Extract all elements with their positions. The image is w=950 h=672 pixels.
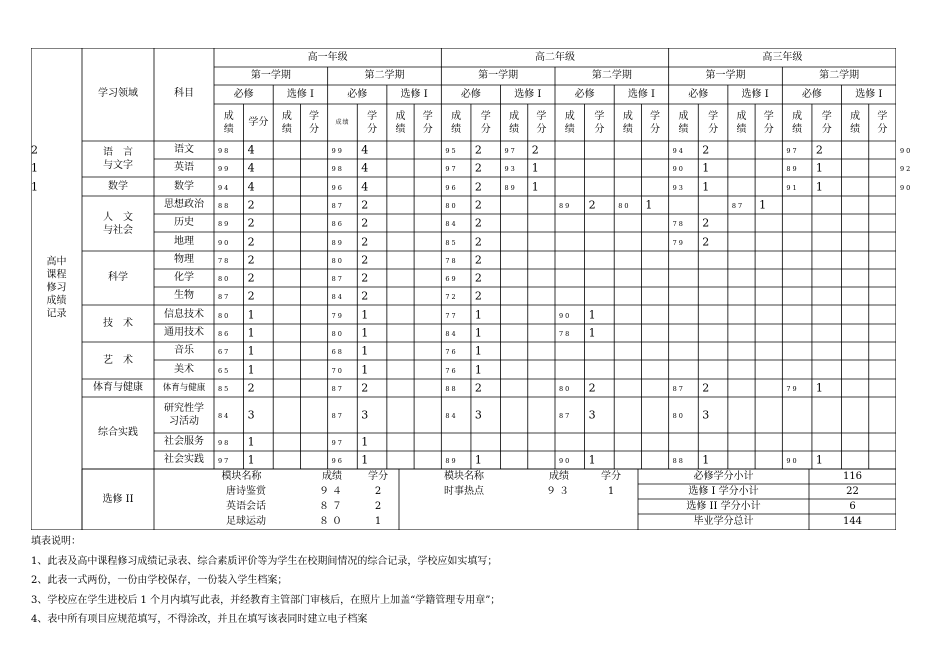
credit-cell-1-9: 2: [474, 161, 482, 175]
score-cell-8-0: 87: [218, 293, 231, 301]
area-header: 学习领域: [98, 88, 138, 99]
subject-16: 社会服务: [164, 436, 204, 447]
credit-cell-11-5: 1: [361, 344, 369, 358]
area-1: 语 言 与文字: [103, 147, 133, 171]
score-cell-16-0: 97: [218, 457, 231, 465]
credit-cell-3-19: 1: [759, 198, 767, 212]
score-cell-2-24: 90: [900, 183, 913, 192]
area-2: 数学: [108, 180, 128, 192]
e2-left-credit-2: 2: [374, 500, 382, 512]
score-label-12: 成 绩: [564, 110, 575, 135]
score-cell-10-12: 78: [559, 330, 572, 338]
credit-cell-11-1: 1: [247, 344, 255, 358]
credit-cell-5-17: 2: [702, 235, 710, 248]
credit-cell-16-5: 1: [361, 453, 369, 467]
credit-cell-4-5: 2: [361, 216, 369, 230]
score-cell-4-8: 84: [445, 220, 458, 228]
credit-cell-13-17: 2: [702, 381, 710, 395]
credit-cell-14-17: 3: [702, 408, 710, 422]
e2-left-credit-3: 1: [374, 516, 382, 527]
credit-label-13: 学 分: [594, 110, 605, 135]
credit-cell-8-9: 2: [474, 289, 482, 303]
e2-right-score-header: 成绩: [549, 470, 569, 482]
score-label-20: 成 绩: [792, 110, 803, 135]
score-cell-3-18: 87: [731, 202, 745, 210]
credit-cell-2-5: 4: [361, 180, 369, 193]
score-cell-0-8: 95: [445, 147, 458, 155]
credit-cell-15-1: 1: [247, 435, 255, 449]
score-label-6: 成 绩: [395, 110, 406, 135]
credit-cell-13-21: 1: [815, 381, 823, 395]
score-cell-6-4: 80: [331, 257, 344, 265]
score-cell-4-4: 86: [331, 220, 344, 228]
credit-label-19: 学 分: [763, 110, 774, 135]
credit-cell-11-9: 1: [474, 344, 482, 358]
score-cell-1-8: 97: [445, 165, 458, 173]
score-cell-9-12: 90: [559, 311, 572, 320]
credit-label-11: 学 分: [536, 110, 547, 135]
credit-cell-1-5: 4: [361, 161, 369, 175]
score-cell-2-16: 93: [672, 183, 685, 192]
subject-15: 研究性学 习活动: [164, 403, 204, 427]
credit-cell-5-9: 2: [474, 235, 482, 248]
score-cell-0-16: 94: [672, 147, 685, 155]
score-cell-10-4: 80: [331, 330, 344, 338]
left-title: 高中 课程 修习 成绩 记录: [46, 256, 67, 320]
credit-cell-1-21: 1: [815, 161, 823, 175]
score-cell-13-20: 79: [786, 385, 799, 393]
credit-label-1: 学分: [248, 116, 269, 128]
score-cell-14-8: 84: [445, 412, 458, 420]
score-cell-12-8: 76: [445, 366, 458, 375]
score-cell-1-4: 98: [331, 165, 344, 173]
score-cell-11-4: 68: [331, 348, 344, 356]
credit-cell-6-9: 2: [474, 253, 482, 267]
required-header-1-2: 必修: [347, 88, 368, 100]
credit-cell-12-9: 1: [474, 363, 482, 376]
score-cell-2-20: 91: [786, 183, 799, 192]
credit-cell-14-5: 3: [361, 408, 369, 422]
score-cell-13-8: 88: [445, 385, 458, 393]
note-line-3: 3、学校应在学生进校后 1 个月内填写此表，并经教育主管部门审核后，在照片上加盖“学籍管理专用章”；: [31, 594, 501, 606]
score-cell-15-4: 97: [331, 439, 344, 447]
score-cell-0-10: 97: [504, 147, 517, 155]
e2-left-credit-1: 2: [374, 485, 382, 497]
grade-header-1: 高一年级: [307, 51, 348, 63]
term-header-1-2: 第二学期: [364, 70, 405, 81]
term-header-1-1: 第一学期: [250, 70, 291, 81]
summary-label-3: 选修 II 学分小计: [686, 500, 761, 512]
subject-10: 信息技术: [164, 308, 204, 320]
e2-left-score-2: ８７: [319, 500, 345, 512]
credit-cell-1-1: 4: [247, 161, 255, 175]
score-cell-6-0: 78: [218, 257, 231, 265]
required-header-2-1: 必修: [460, 88, 481, 100]
score-cell-3-8: 80: [445, 202, 458, 210]
area-6: 艺 术: [103, 354, 133, 366]
score-cell-11-0: 67: [218, 348, 231, 356]
credit-cell-13-13: 2: [588, 381, 596, 395]
subject-8: 化学: [174, 272, 194, 283]
score-label-0: 成 绩: [223, 110, 234, 135]
score-cell-14-12: 87: [559, 412, 572, 420]
score-cell-0-24: 90: [900, 147, 913, 155]
elective2-label: 选修 II: [102, 493, 134, 505]
credit-cell-1-25: 1: [31, 161, 38, 175]
score-cell-2-0: 94: [218, 183, 231, 192]
credit-cell-9-1: 1: [247, 308, 255, 321]
credit-cell-3-15: 1: [645, 198, 653, 212]
transcript-table: [31, 48, 913, 530]
credit-cell-2-21: 1: [815, 180, 823, 193]
subject-1: 语文: [174, 144, 194, 155]
credit-cell-3-13: 2: [588, 198, 596, 212]
e2-left-score-header: 成绩: [322, 470, 342, 482]
summary-value-1: 116: [842, 470, 863, 482]
credit-cell-8-1: 2: [247, 289, 255, 303]
credit-cell-13-5: 2: [361, 381, 369, 395]
credit-cell-16-9: 1: [474, 453, 482, 467]
summary-label-1: 必修学分小计: [693, 470, 754, 482]
required-header-3-2: 必修: [801, 88, 822, 100]
credit-cell-16-17: 1: [702, 453, 710, 467]
score-label-22: 成 绩: [850, 110, 861, 135]
credit-label-21: 学 分: [821, 110, 832, 135]
score-label-4: 成绩: [335, 118, 350, 126]
elective1-header-1-2: 选修 I: [400, 88, 428, 100]
credit-cell-9-9: 1: [474, 308, 482, 321]
subject-4: 思想政治: [164, 199, 204, 210]
summary-value-4: 144: [842, 516, 863, 527]
credit-cell-0-25: 2: [31, 143, 38, 157]
credit-cell-16-21: 1: [815, 453, 823, 467]
score-cell-1-16: 90: [672, 165, 685, 173]
subject-7: 物理: [174, 254, 194, 265]
credit-cell-9-13: 1: [588, 308, 596, 321]
score-cell-14-0: 84: [218, 412, 231, 420]
score-cell-5-8: 85: [445, 238, 458, 247]
credit-cell-2-17: 1: [702, 180, 710, 193]
score-cell-7-8: 69: [445, 275, 458, 283]
score-cell-16-4: 96: [331, 457, 344, 465]
subject-9: 生物: [174, 290, 194, 301]
e2-left-name-3: 足球运动: [226, 516, 266, 527]
score-cell-16-8: 89: [445, 457, 458, 465]
note-line-1: 1、此表及高中课程修习成绩记录表、综合素质评价等为学生在校期间情况的综合记录，学校应如实填写；: [31, 555, 498, 567]
note-line-4: 4、表中所有项目应规范填写，不得涂改，并且在填写该表同时建立电子档案: [31, 614, 368, 625]
required-header-3-1: 必修: [688, 88, 709, 100]
credit-cell-0-9: 2: [474, 143, 482, 157]
score-cell-9-8: 77: [445, 311, 458, 320]
fill-instructions: [31, 532, 500, 630]
e2-right-score-1: ９３: [546, 485, 572, 497]
score-cell-6-8: 78: [445, 257, 458, 265]
credit-label-9: 学 分: [480, 110, 491, 135]
score-cell-1-0: 99: [218, 165, 231, 173]
credit-cell-12-5: 1: [361, 363, 369, 376]
term-header-2-1: 第一学期: [478, 70, 519, 81]
credit-cell-14-13: 3: [588, 408, 596, 422]
credit-cell-1-17: 1: [702, 161, 710, 175]
area-8: 综合实践: [98, 427, 138, 438]
subject-2: 英语: [174, 162, 194, 173]
score-cell-1-10: 93: [504, 165, 517, 173]
credit-cell-10-9: 1: [474, 326, 482, 340]
credit-cell-5-1: 2: [247, 235, 255, 248]
area-4: 科学: [108, 272, 128, 283]
area-7: 体育与健康: [93, 382, 143, 393]
subject-12: 音乐: [174, 345, 194, 356]
e2-left-name-header: 模块名称: [221, 470, 262, 482]
score-cell-4-0: 89: [218, 220, 231, 228]
elective1-header-1-1: 选修 I: [286, 88, 314, 100]
score-cell-10-8: 84: [445, 330, 458, 338]
e2-right-credit-header: 学分: [601, 470, 621, 482]
subject-11: 通用技术: [164, 327, 204, 338]
credit-cell-0-11: 2: [531, 143, 539, 157]
score-cell-3-4: 87: [331, 202, 344, 210]
credit-cell-0-17: 2: [702, 143, 710, 157]
subject-17: 社会实践: [164, 454, 204, 465]
score-cell-4-16: 78: [672, 220, 685, 228]
score-label-2: 成 绩: [281, 110, 292, 135]
score-label-14: 成 绩: [622, 110, 633, 135]
credit-cell-2-11: 1: [531, 180, 539, 193]
score-cell-0-20: 97: [786, 147, 799, 155]
credit-cell-15-5: 1: [361, 435, 369, 449]
credit-cell-7-1: 2: [247, 271, 255, 285]
credit-cell-4-9: 2: [474, 216, 482, 230]
credit-cell-2-9: 2: [474, 180, 482, 193]
score-cell-14-16: 80: [672, 412, 685, 420]
score-cell-0-4: 99: [331, 147, 344, 155]
score-cell-16-12: 90: [559, 457, 572, 465]
elective1-header-2-2: 选修 I: [627, 88, 655, 100]
credit-cell-13-9: 2: [474, 381, 482, 395]
credit-cell-6-5: 2: [361, 253, 369, 267]
e2-left-credit-header: 学分: [368, 470, 388, 482]
score-cell-8-8: 72: [445, 293, 458, 301]
credit-cell-14-9: 3: [474, 408, 482, 422]
e2-right-credit-1: 1: [607, 485, 615, 497]
subject-14: 体育与健康: [162, 382, 206, 393]
score-cell-3-12: 89: [559, 202, 572, 210]
subject-6: 地理: [174, 235, 194, 247]
credit-cell-0-1: 4: [247, 143, 255, 157]
e2-left-name-1: 唐诗鉴赏: [226, 485, 266, 497]
e2-right-name-header: 模块名称: [444, 470, 484, 482]
summary-label-4: 毕业学分总计: [693, 516, 754, 527]
credit-cell-16-1: 1: [247, 453, 255, 467]
score-cell-13-0: 85: [218, 385, 231, 393]
credit-label-23: 学 分: [877, 110, 888, 135]
term-header-2-2: 第二学期: [591, 70, 632, 81]
credit-label-17: 学 分: [708, 110, 719, 135]
subject-header: 科目: [174, 88, 194, 99]
area-3: 人 文 与社会: [103, 211, 133, 236]
note-line-2: 2、此表一式两份，一份由学校保存，一份装入学生档案；: [31, 575, 288, 586]
summary-label-2: 选修 I 学分小计: [688, 485, 759, 497]
score-cell-15-0: 98: [218, 439, 231, 447]
term-header-3-1: 第一学期: [705, 70, 746, 81]
elective1-header-2-1: 选修 I: [514, 88, 542, 100]
e2-left-name-2: 英语会话: [226, 500, 266, 512]
score-label-8: 成 绩: [451, 110, 462, 135]
subject-13: 美术: [174, 363, 194, 375]
score-cell-10-0: 86: [218, 330, 231, 338]
score-cell-7-4: 87: [331, 275, 344, 283]
area-5: 技 术: [103, 317, 133, 329]
credit-cell-1-11: 1: [531, 161, 539, 175]
score-label-18: 成 绩: [736, 110, 747, 135]
score-cell-11-8: 76: [445, 348, 458, 356]
notes-title: 填表说明：: [31, 536, 81, 547]
credit-cell-2-1: 4: [247, 180, 255, 193]
summary-value-3: 6: [849, 500, 856, 512]
credit-label-5: 学 分: [367, 110, 378, 135]
required-header-1-1: 必修: [233, 88, 254, 100]
e2-left-score-3: ８０: [319, 516, 345, 527]
credit-cell-14-1: 3: [247, 408, 255, 422]
term-header-3-2: 第二学期: [819, 70, 860, 81]
score-label-16: 成 绩: [678, 110, 689, 135]
credit-cell-6-1: 2: [247, 253, 255, 267]
score-cell-2-10: 89: [504, 183, 517, 192]
score-cell-9-0: 80: [218, 311, 231, 320]
score-cell-5-4: 89: [331, 238, 344, 247]
score-cell-16-16: 88: [672, 457, 685, 465]
credit-label-7: 学 分: [422, 110, 433, 135]
e2-left-score-1: ９４: [319, 485, 345, 497]
credit-cell-4-1: 2: [247, 216, 255, 230]
credit-cell-0-21: 2: [815, 143, 823, 157]
grade-header-3: 高三年级: [762, 51, 803, 63]
credit-cell-12-1: 1: [247, 363, 255, 376]
score-cell-5-16: 79: [672, 238, 685, 247]
score-cell-7-0: 80: [218, 275, 231, 283]
summary-value-2: 22: [846, 485, 859, 497]
credit-cell-0-5: 4: [361, 143, 369, 157]
credit-cell-8-5: 2: [361, 289, 369, 303]
score-cell-14-4: 87: [331, 412, 344, 420]
subject-5: 历史: [174, 217, 194, 228]
score-cell-12-4: 70: [331, 366, 344, 375]
score-cell-5-0: 90: [218, 238, 231, 247]
required-header-2-2: 必修: [574, 88, 595, 100]
credit-cell-2-25: 1: [31, 180, 38, 193]
score-cell-1-24: 92: [900, 165, 913, 173]
credit-cell-3-5: 2: [361, 198, 369, 212]
score-cell-3-14: 80: [618, 202, 631, 210]
credit-cell-9-5: 1: [361, 308, 369, 321]
score-cell-2-8: 96: [445, 183, 458, 192]
credit-cell-5-5: 2: [361, 235, 369, 248]
credit-label-3: 学 分: [309, 110, 320, 135]
credit-cell-7-9: 2: [474, 271, 482, 285]
credit-cell-13-1: 2: [247, 381, 255, 395]
score-cell-9-4: 79: [331, 311, 344, 320]
credit-label-15: 学 分: [650, 110, 661, 135]
subject-3: 数学: [174, 180, 194, 192]
score-cell-13-4: 87: [331, 385, 344, 393]
score-cell-1-20: 89: [786, 165, 799, 173]
credit-cell-4-17: 2: [702, 216, 710, 230]
score-label-10: 成 绩: [509, 110, 520, 135]
score-cell-2-4: 96: [331, 183, 344, 192]
credit-cell-3-9: 2: [474, 198, 482, 212]
grade-header-2: 高二年级: [535, 51, 575, 63]
elective1-header-3-1: 选修 I: [741, 88, 769, 100]
score-cell-16-20: 90: [786, 457, 799, 465]
credit-cell-10-1: 1: [247, 326, 255, 340]
credit-cell-10-5: 1: [361, 326, 369, 340]
credit-cell-3-1: 2: [247, 198, 255, 212]
score-cell-3-0: 88: [218, 202, 231, 210]
elective1-header-3-2: 选修 I: [855, 88, 883, 100]
score-cell-8-4: 84: [331, 293, 344, 301]
credit-cell-16-13: 1: [588, 453, 596, 467]
credit-cell-10-13: 1: [588, 326, 596, 340]
score-cell-0-0: 98: [218, 147, 231, 155]
credit-cell-7-5: 2: [361, 271, 369, 285]
score-cell-13-12: 80: [559, 385, 572, 393]
score-cell-12-0: 65: [218, 366, 231, 375]
score-cell-13-16: 87: [672, 385, 685, 393]
e2-right-name-1: 时事热点: [444, 485, 484, 497]
